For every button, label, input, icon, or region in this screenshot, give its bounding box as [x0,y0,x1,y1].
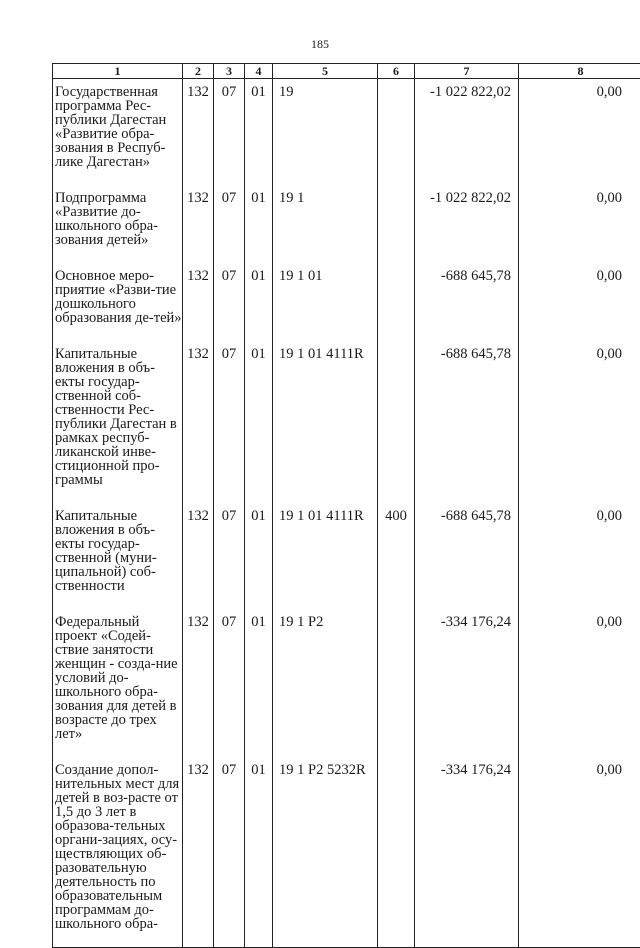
row-amount-2: 0,00 [519,609,640,757]
header-col-4: 4 [245,64,273,79]
header-col-5: 5 [273,64,378,79]
row-subsection: 01 [245,503,273,609]
row-subsection: 01 [245,757,273,948]
row-section: 07 [214,79,245,186]
table-row [53,185,640,263]
row-section: 07 [214,609,245,757]
row-target-article: 19 1 [273,185,378,263]
row-amount-2: 0,00 [519,185,640,263]
header-col-8: 8 [519,64,640,79]
row-target-article: 19 [273,79,378,186]
table-row [53,79,640,186]
row-name: Государственная программа Рес-публики Дагестан «Развитие обра-зования в Респуб-лике Дагестан» [53,79,183,186]
row-subsection: 01 [245,609,273,757]
header-row [53,64,640,79]
row-ministry-code: 132 [183,503,214,609]
row-amount: -688 645,78 [415,341,519,503]
row-expense-type: 400 [378,503,415,609]
row-expense-type [378,609,415,757]
header-col-3: 3 [214,64,245,79]
table-row [53,609,640,757]
row-subsection: 01 [245,79,273,186]
row-amount: -334 176,24 [415,757,519,948]
row-target-article: 19 1 P2 5232R [273,757,378,948]
header-col-6: 6 [378,64,415,79]
row-expense-type [378,185,415,263]
row-name: Создание допол-нительных мест для детей в воз-расте от 1,5 до 3 лет в образова-тельных органи-зациях, осу-ществляющих об-разовательную деятельность по образовательным программам до-школьного обра- [53,757,183,948]
row-amount: -688 645,78 [415,503,519,609]
row-target-article: 19 1 01 [273,263,378,341]
row-section: 07 [214,503,245,609]
row-amount: -1 022 822,02 [415,185,519,263]
row-subsection: 01 [245,263,273,341]
table-row [53,263,640,341]
budget-table [52,63,640,948]
row-amount: -1 022 822,02 [415,79,519,186]
row-amount-2: 0,00 [519,79,640,186]
row-name: Федеральный проект «Содей-ствие занятости женщин - созда-ние условий до-школьного обра-зования для детей в возрасте до трех лет» [53,609,183,757]
row-ministry-code: 132 [183,263,214,341]
row-ministry-code: 132 [183,185,214,263]
header-col-2: 2 [183,64,214,79]
row-name: Капитальные вложения в объ-екты государ-ственной (муни-ципальной) соб-ственности [53,503,183,609]
row-expense-type [378,79,415,186]
row-amount-2: 0,00 [519,757,640,948]
row-name: Подпрограмма «Развитие до-школьного обра-зования детей» [53,185,183,263]
row-name: Основное меро-приятие «Разви-тие дошкольного образования де-тей» [53,263,183,341]
row-section: 07 [214,185,245,263]
header-col-1: 1 [53,64,183,79]
row-section: 07 [214,341,245,503]
row-amount-2: 0,00 [519,341,640,503]
row-subsection: 01 [245,341,273,503]
table-row [53,757,640,948]
row-ministry-code: 132 [183,609,214,757]
row-section: 07 [214,757,245,948]
row-target-article: 19 1 P2 [273,609,378,757]
header-col-7: 7 [415,64,519,79]
table-row [53,341,640,503]
row-expense-type [378,263,415,341]
page-number: 185 [0,37,640,52]
row-ministry-code: 132 [183,757,214,948]
row-section: 07 [214,263,245,341]
row-ministry-code: 132 [183,341,214,503]
row-name: Капитальные вложения в объ-екты государ-ственной соб-ственности Рес-публики Дагестан в рамках респуб-ликанской инве-стиционной про-граммы [53,341,183,503]
row-target-article: 19 1 01 4111R [273,503,378,609]
table-row [53,503,640,609]
row-amount-2: 0,00 [519,263,640,341]
row-subsection: 01 [245,185,273,263]
row-amount: -334 176,24 [415,609,519,757]
row-amount: -688 645,78 [415,263,519,341]
row-expense-type [378,757,415,948]
row-ministry-code: 132 [183,79,214,186]
row-expense-type [378,341,415,503]
row-amount-2: 0,00 [519,503,640,609]
row-target-article: 19 1 01 4111R [273,341,378,503]
